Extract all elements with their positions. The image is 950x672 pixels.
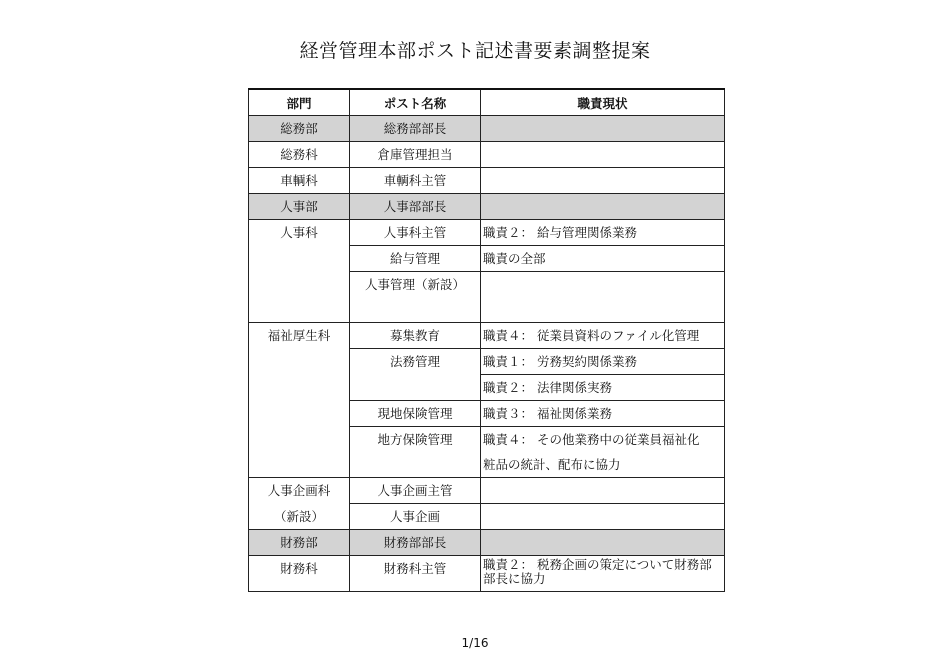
header-post-name: ポスト名称 [350,89,481,116]
table-row [249,116,725,142]
table-row [249,168,725,194]
post-cell: 総務部部長 [350,116,481,142]
dept-cell-continued: （新設） [249,504,350,530]
duty-cell [481,272,725,323]
duty-cell: 職責２： 給与管理関係業務 [481,220,725,246]
document-title: 経営管理本部ポスト記述書要素調整提案 [299,40,651,62]
post-cell: 法務管理 [350,349,481,401]
page-number: 1/16 [461,636,489,650]
post-cell: 募集教育 [350,323,481,349]
duty-cell: 職責１： 労務契約関係業務 [481,349,725,375]
dept-cell: 総務科 [249,142,350,168]
header-duty-status: 職責現状 [481,89,725,116]
post-cell: 車輌科主管 [350,168,481,194]
post-cell: 地方保険管理 [350,427,481,478]
table-row [249,556,725,592]
post-cell: 人事企画主管 [350,478,481,504]
dept-cell: 財務部 [249,530,350,556]
dept-cell: 人事部 [249,194,350,220]
table-row [249,220,725,246]
post-cell: 人事部部長 [350,194,481,220]
dept-cell: 車輌科 [249,168,350,194]
table-row [249,142,725,168]
post-cell: 給与管理 [350,246,481,272]
duty-cell: 職責２： 税務企画の策定について財務部 部長に協力 [481,556,725,592]
post-cell: 人事企画 [350,504,481,530]
duty-cell: 職責３： 福祉関係業務 [481,401,725,427]
post-cell: 人事管理（新設） [350,272,481,323]
duty-cell [481,142,725,168]
dept-cell: 福祉厚生科 [249,323,350,478]
duty-cell: 職責２： 法律関係実務 [481,375,725,401]
post-description-table [248,88,725,592]
dept-cell: 人事科 [249,220,350,323]
duty-cell: 職責４： その他業務中の従業員福祉化 [481,427,725,453]
table-row [249,323,725,349]
table-row [249,478,725,504]
table-row [249,194,725,220]
dept-cell: 財務科 [249,556,350,592]
dept-cell: 人事企画科 [249,478,350,504]
table-header-row [249,89,725,116]
table-row [249,530,725,556]
header-department: 部門 [249,89,350,116]
duty-cell: 職責４： 従業員資料のファイル化管理 [481,323,725,349]
duty-cell: 職責の全部 [481,246,725,272]
post-cell: 財務科主管 [350,556,481,592]
duty-cell [481,478,725,504]
dept-cell: 総務部 [249,116,350,142]
duty-cell [481,530,725,556]
duty-cell [481,168,725,194]
post-cell: 倉庫管理担当 [350,142,481,168]
duty-cell [481,194,725,220]
duty-cell [481,116,725,142]
post-cell: 人事科主管 [350,220,481,246]
duty-cell [481,504,725,530]
post-cell: 財務部部長 [350,530,481,556]
table-row [249,504,725,530]
post-cell: 現地保険管理 [350,401,481,427]
duty-cell-continued: 粧品の統計、配布に協力 [481,452,725,478]
